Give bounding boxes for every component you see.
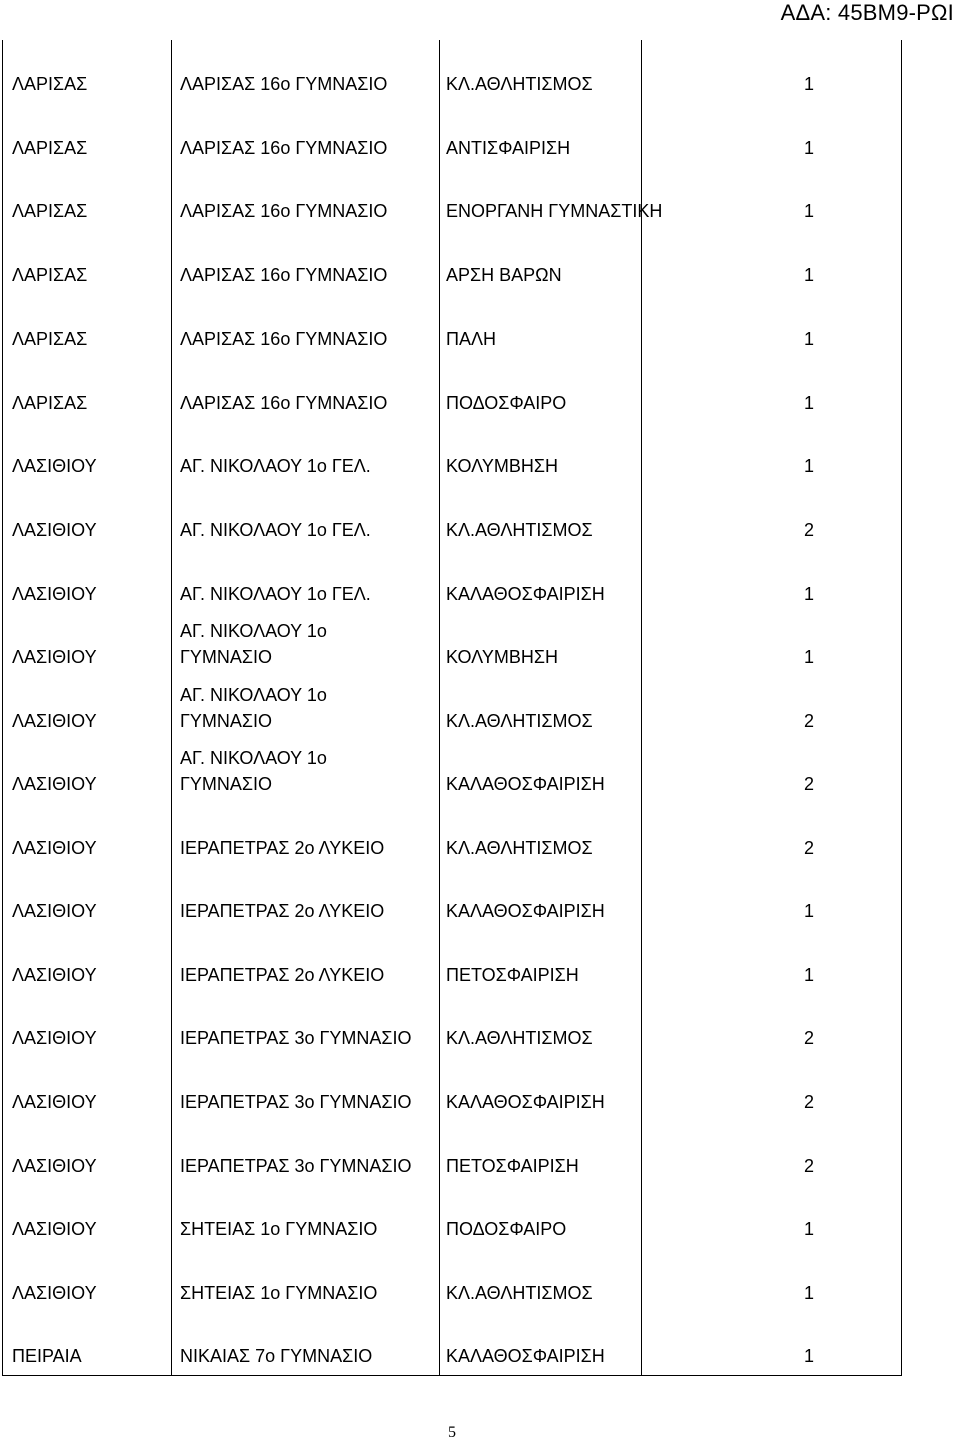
region-cell: ΠΕΙΡΑΙΑ bbox=[12, 1346, 82, 1366]
sport-cell: ΚΑΛΑΘΟΣΦΑΙΡΙΣΗ bbox=[446, 774, 605, 794]
region-cell: ΛΑΡΙΣΑΣ bbox=[12, 138, 88, 158]
region-cell: ΛΑΣΙΘΙΟΥ bbox=[12, 711, 97, 731]
count-cell: 1 bbox=[804, 1283, 815, 1303]
region-cell: ΛΑΣΙΘΙΟΥ bbox=[12, 838, 97, 858]
count-cell: 2 bbox=[804, 1156, 815, 1176]
region-cell: ΛΑΣΙΘΙΟΥ bbox=[12, 520, 97, 540]
school-cell: ΙΕΡΑΠΕΤΡΑΣ 3ο ΓΥΜΝΑΣΙΟ bbox=[180, 1092, 412, 1112]
region-cell: ΛΑΣΙΘΙΟΥ bbox=[12, 456, 97, 476]
region-cell: ΛΑΡΙΣΑΣ bbox=[12, 265, 88, 285]
region-cell: ΛΑΣΙΘΙΟΥ bbox=[12, 584, 97, 604]
sport-cell: ΚΑΛΑΘΟΣΦΑΙΡΙΣΗ bbox=[446, 1092, 605, 1112]
region-cell: ΛΑΣΙΘΙΟΥ bbox=[12, 774, 97, 794]
sport-cell: ΚΛ.ΑΘΛΗΤΙΣΜΟΣ bbox=[446, 1283, 593, 1303]
region-cell: ΛΑΣΙΘΙΟΥ bbox=[12, 647, 97, 667]
count-cell: 2 bbox=[804, 774, 815, 794]
count-cell: 1 bbox=[804, 393, 815, 413]
sport-cell: ΠΕΤΟΣΦΑΙΡΙΣΗ bbox=[446, 1156, 579, 1176]
school-cell: ΣΗΤΕΙΑΣ 1ο ΓΥΜΝΑΣΙΟ bbox=[180, 1283, 378, 1303]
region-cell: ΛΑΡΙΣΑΣ bbox=[12, 393, 88, 413]
count-cell: 1 bbox=[804, 74, 815, 94]
page-number: 5 bbox=[448, 1424, 456, 1441]
count-cell: 1 bbox=[804, 138, 815, 158]
region-cell: ΛΑΡΙΣΑΣ bbox=[12, 201, 88, 221]
sport-cell: ΚΛ.ΑΘΛΗΤΙΣΜΟΣ bbox=[446, 74, 593, 94]
region-cell: ΛΑΣΙΘΙΟΥ bbox=[12, 1283, 97, 1303]
count-cell: 2 bbox=[804, 838, 815, 858]
count-cell: 2 bbox=[804, 1092, 815, 1112]
school-cell: ΛΑΡΙΣΑΣ 16ο ΓΥΜΝΑΣΙΟ bbox=[180, 329, 388, 349]
region-cell: ΛΑΣΙΘΙΟΥ bbox=[12, 901, 97, 921]
school-cell: ΣΗΤΕΙΑΣ 1ο ΓΥΜΝΑΣΙΟ bbox=[180, 1219, 378, 1239]
school-cell: ΙΕΡΑΠΕΤΡΑΣ 3ο ΓΥΜΝΑΣΙΟ bbox=[180, 1156, 412, 1176]
school-cell-line2: ΓΥΜΝΑΣΙΟ bbox=[180, 647, 273, 667]
column-divider bbox=[439, 40, 440, 1375]
school-cell: ΑΓ. ΝΙΚΟΛΑΟΥ 1ο ΓΕΛ. bbox=[180, 520, 371, 540]
sport-cell: ΚΛ.ΑΘΛΗΤΙΣΜΟΣ bbox=[446, 711, 593, 731]
sport-cell: ΚΑΛΑΘΟΣΦΑΙΡΙΣΗ bbox=[446, 1346, 605, 1366]
school-cell-line1: ΑΓ. ΝΙΚΟΛΑΟΥ 1ο bbox=[180, 621, 327, 641]
school-cell-line2: ΓΥΜΝΑΣΙΟ bbox=[180, 774, 273, 794]
region-cell: ΛΑΣΙΘΙΟΥ bbox=[12, 1028, 97, 1048]
region-cell: ΛΑΡΙΣΑΣ bbox=[12, 329, 88, 349]
region-cell: ΛΑΡΙΣΑΣ bbox=[12, 74, 88, 94]
school-cell: ΛΑΡΙΣΑΣ 16ο ΓΥΜΝΑΣΙΟ bbox=[180, 265, 388, 285]
sport-cell: ΚΟΛΥΜΒΗΣΗ bbox=[446, 647, 558, 667]
school-cell-line1: ΑΓ. ΝΙΚΟΛΑΟΥ 1ο bbox=[180, 685, 327, 705]
school-cell: ΝΙΚΑΙΑΣ 7ο ΓΥΜΝΑΣΙΟ bbox=[180, 1346, 373, 1366]
school-cell-line1: ΑΓ. ΝΙΚΟΛΑΟΥ 1ο bbox=[180, 748, 327, 768]
ada-code: ΑΔΑ: 45ΒΜ9-ΡΩΙ bbox=[780, 0, 954, 25]
count-cell: 1 bbox=[804, 456, 815, 476]
sport-cell: ΚΑΛΑΘΟΣΦΑΙΡΙΣΗ bbox=[446, 901, 605, 921]
count-cell: 2 bbox=[804, 520, 815, 540]
region-cell: ΛΑΣΙΘΙΟΥ bbox=[12, 1156, 97, 1176]
sport-cell: ΕΝΟΡΓΑΝΗ ΓΥΜΝΑΣΤΙΚΗ bbox=[446, 201, 663, 221]
sport-cell: ΠΕΤΟΣΦΑΙΡΙΣΗ bbox=[446, 965, 579, 985]
column-divider bbox=[171, 40, 172, 1375]
region-cell: ΛΑΣΙΘΙΟΥ bbox=[12, 1219, 97, 1239]
school-cell: ΙΕΡΑΠΕΤΡΑΣ 2ο ΛΥΚΕΙΟ bbox=[180, 838, 385, 858]
school-cell: ΑΓ. ΝΙΚΟΛΑΟΥ 1ο ΓΕΛ. bbox=[180, 456, 371, 476]
count-cell: 1 bbox=[804, 201, 815, 221]
sport-cell: ΚΛ.ΑΘΛΗΤΙΣΜΟΣ bbox=[446, 838, 593, 858]
school-cell: ΛΑΡΙΣΑΣ 16ο ΓΥΜΝΑΣΙΟ bbox=[180, 201, 388, 221]
school-cell: ΙΕΡΑΠΕΤΡΑΣ 3ο ΓΥΜΝΑΣΙΟ bbox=[180, 1028, 412, 1048]
school-cell: ΛΑΡΙΣΑΣ 16ο ΓΥΜΝΑΣΙΟ bbox=[180, 74, 388, 94]
sport-cell: ΚΛ.ΑΘΛΗΤΙΣΜΟΣ bbox=[446, 1028, 593, 1048]
school-cell: ΑΓ. ΝΙΚΟΛΑΟΥ 1ο ΓΕΛ. bbox=[180, 584, 371, 604]
count-cell: 1 bbox=[804, 1219, 815, 1239]
school-cell: ΙΕΡΑΠΕΤΡΑΣ 2ο ΛΥΚΕΙΟ bbox=[180, 901, 385, 921]
sport-cell: ΑΝΤΙΣΦΑΙΡΙΣΗ bbox=[446, 138, 571, 158]
school-cell: ΙΕΡΑΠΕΤΡΑΣ 2ο ΛΥΚΕΙΟ bbox=[180, 965, 385, 985]
region-cell: ΛΑΣΙΘΙΟΥ bbox=[12, 1092, 97, 1112]
count-cell: 1 bbox=[804, 647, 815, 667]
count-cell: 2 bbox=[804, 711, 815, 731]
school-cell: ΛΑΡΙΣΑΣ 16ο ΓΥΜΝΑΣΙΟ bbox=[180, 138, 388, 158]
count-cell: 1 bbox=[804, 265, 815, 285]
sport-cell: ΠΑΛΗ bbox=[446, 329, 497, 349]
sport-cell: ΚΛ.ΑΘΛΗΤΙΣΜΟΣ bbox=[446, 520, 593, 540]
sport-cell: ΚΑΛΑΘΟΣΦΑΙΡΙΣΗ bbox=[446, 584, 605, 604]
sport-cell: ΠΟΔΟΣΦΑΙΡΟ bbox=[446, 393, 567, 413]
count-cell: 1 bbox=[804, 965, 815, 985]
region-cell: ΛΑΣΙΘΙΟΥ bbox=[12, 965, 97, 985]
school-cell: ΛΑΡΙΣΑΣ 16ο ΓΥΜΝΑΣΙΟ bbox=[180, 393, 388, 413]
sport-cell: ΠΟΔΟΣΦΑΙΡΟ bbox=[446, 1219, 567, 1239]
count-cell: 1 bbox=[804, 329, 815, 349]
count-cell: 1 bbox=[804, 1346, 815, 1366]
school-cell-line2: ΓΥΜΝΑΣΙΟ bbox=[180, 711, 273, 731]
sport-cell: ΚΟΛΥΜΒΗΣΗ bbox=[446, 456, 558, 476]
count-cell: 2 bbox=[804, 1028, 815, 1048]
column-divider bbox=[641, 40, 642, 1375]
count-cell: 1 bbox=[804, 901, 815, 921]
count-cell: 1 bbox=[804, 584, 815, 604]
sport-cell: ΑΡΣΗ ΒΑΡΩΝ bbox=[446, 265, 562, 285]
